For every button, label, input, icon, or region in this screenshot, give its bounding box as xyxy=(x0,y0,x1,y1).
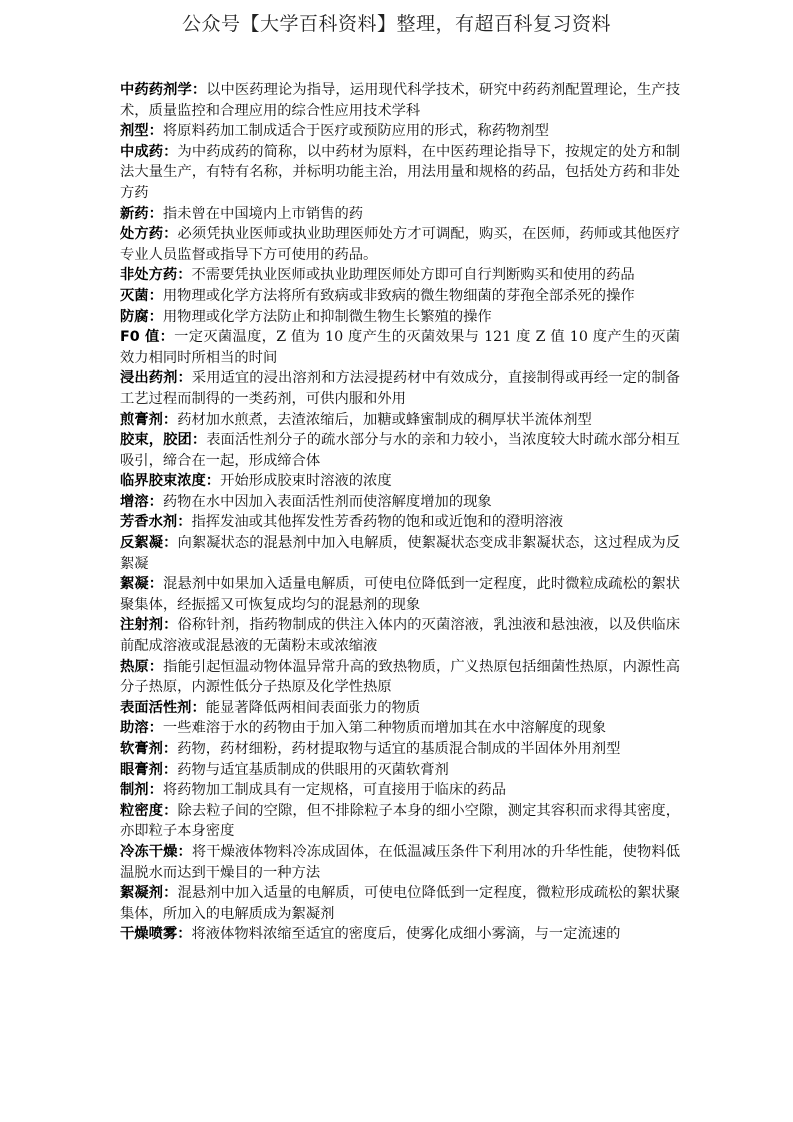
term-colon: ： xyxy=(163,617,178,634)
entry-term: 非处方药 xyxy=(120,267,178,284)
entry-definition: 用物理或化学方法将所有致病或非致病的微生物细菌的芽孢全部杀死的操作 xyxy=(162,287,635,304)
term-colon: ： xyxy=(148,493,163,510)
entry-definition: 不需要凭执业医师或执业助理医师处方即可自行判断购买和使用的药品 xyxy=(191,267,635,284)
term-colon: ： xyxy=(148,123,163,140)
entry-definition: 将干燥液体物料冷冻成固体，在低温减压条件下利用冰的升华性能，使物料低温脱水而达到干燥目的一种方法 xyxy=(120,843,681,881)
entry-term: 反絮凝 xyxy=(120,535,164,552)
entry-definition: 表面活性剂分子的疏水部分与水的亲和力较小，当浓度较大时疏水部分相互吸引，缔合在一起，形成缔合体 xyxy=(120,432,681,469)
term-colon: ： xyxy=(162,741,178,757)
entry-definition: 混悬剂中如果加入适量电解质，可使电位降低到一定程度，此时微粒成疏松的絮状聚集体，经振摇又可恢复成均匀的混悬剂的现象 xyxy=(120,576,681,613)
term-colon: ： xyxy=(148,308,163,325)
term-colon: ： xyxy=(177,370,192,387)
entry-definition: 药物在水中因加入表面活性剂而使溶解度增加的现象 xyxy=(162,493,492,510)
glossary-entry xyxy=(120,430,680,471)
glossary-entry xyxy=(120,760,680,781)
term-colon: ： xyxy=(148,720,163,737)
entry-definition: 指能引起恒温动物体温异常升高的致热物质，广义热原包括细菌性热原，内源性高分子热原，内源性低分子热原及化学性热原 xyxy=(120,658,681,696)
entry-definition: 将液体物料浓缩至适宜的密度后，使雾化成细小雾滴，与一定流速的 xyxy=(191,926,621,943)
glossary-entry xyxy=(120,739,680,760)
entry-definition: 除去粒子间的空隙，但不排除粒子本身的细小空隙，测定其容积而求得其密度，亦即粒子本身密度 xyxy=(120,802,681,840)
glossary-entry xyxy=(120,492,680,513)
entry-definition: 能显著降低两相间表面张力的物质 xyxy=(205,699,421,716)
entry-term: 新药 xyxy=(120,205,149,222)
term-colon: ： xyxy=(159,329,175,346)
entry-definition: 药物与适宜基质制成的供眼用的灭菌软膏剂 xyxy=(177,761,449,778)
entry-term: 制剂 xyxy=(120,782,149,799)
glossary-entry xyxy=(120,718,680,739)
entry-definition: 用物理或化学方法防止和抑制微生物生长繁殖的操作 xyxy=(162,308,492,325)
term-colon: ： xyxy=(148,205,163,222)
entry-term: 胶束，胶团 xyxy=(120,432,192,449)
entry-term: 浸出药剂 xyxy=(120,370,178,387)
glossary-entry xyxy=(120,327,680,368)
entry-definition: 一定灭菌温度，Z 值为 10 度产生的灭菌效果与 121 度 Z 值 10 度产生的灭菌效力相同时所相当的时间 xyxy=(120,329,680,366)
term-colon: ： xyxy=(148,658,164,675)
entry-definition: 开始形成胶束时溶液的浓度 xyxy=(220,473,392,490)
glossary-entry xyxy=(120,574,680,615)
term-colon: ： xyxy=(177,267,192,284)
glossary-entry xyxy=(120,924,680,945)
entry-definition: 将原料药加工制成适合于医疗或预防应用的形式，称药物剂型 xyxy=(162,123,549,140)
entry-definition: 必须凭执业医师或执业助理医师处方才可调配，购买，在医师，药师或其他医疗专业人员监督或指导下方可使用的药品。 xyxy=(120,226,681,263)
term-colon: ： xyxy=(162,761,178,778)
glossary-entry xyxy=(120,657,680,698)
entry-term: 中药药剂学 xyxy=(120,82,192,98)
glossary-entry xyxy=(120,286,680,307)
entry-term: 增溶 xyxy=(120,493,149,510)
entry-definition: 药材加水煎煮，去渣浓缩后，加糖或蜂蜜制成的稠厚状半流体剂型 xyxy=(177,411,592,428)
entry-term: 中成药 xyxy=(120,143,164,160)
term-colon: ： xyxy=(177,514,192,531)
glossary-entry xyxy=(120,142,680,204)
entry-definition: 混悬剂中加入适量的电解质，可使电位降低到一定程度，微粒形成疏松的絮状聚集体，所加入的电解质成为絮凝剂 xyxy=(120,885,681,922)
glossary-entry xyxy=(120,512,680,533)
entry-term: 冷冻干燥 xyxy=(120,843,178,860)
term-colon: ： xyxy=(162,411,178,428)
glossary-entry xyxy=(120,80,680,121)
entry-term: 芳香水剂 xyxy=(120,514,178,531)
entry-term: 临界胶束浓度 xyxy=(120,473,206,490)
entry-term: 剂型 xyxy=(120,123,149,140)
entry-term: 处方药 xyxy=(120,226,164,243)
glossary-entry xyxy=(120,471,680,492)
entry-term: 粒密度 xyxy=(120,802,164,819)
entry-definition: 俗称针剂，指药物制成的供注入体内的灭菌溶液，乳浊液和悬浊液，以及供临床前配成溶液或混悬液的无菌粉末或浓缩液 xyxy=(120,617,681,655)
entry-term: 注射剂 xyxy=(120,617,164,634)
term-colon: ： xyxy=(191,82,207,98)
glossary-entry xyxy=(120,801,680,842)
entry-definition: 药物，药材细粉，药材提取物与适宜的基质混合制成的半固体外用剂型 xyxy=(177,741,621,757)
glossary-entry xyxy=(120,307,680,328)
entry-definition: 将药物加工制成具有一定规格，可直接用于临床的药品 xyxy=(162,782,507,799)
glossary-entry xyxy=(120,883,680,924)
entry-definition: 为中药成药的简称，以中药材为原料，在中医药理论指导下，按规定的处方和制法大量生产，有特有名称，并标明功能主治，用法用量和规格的药品，包括处方药和非处方药 xyxy=(120,143,681,201)
glossary-entry xyxy=(120,265,680,286)
term-colon: ： xyxy=(177,843,192,860)
glossary-list xyxy=(120,80,680,945)
entry-definition: 一些难溶于水的药物由于加入第二种物质而增加其在水中溶解度的现象 xyxy=(162,720,607,737)
entry-term: 灭菌 xyxy=(120,287,149,304)
entry-definition: 指未曾在中国境内上市销售的药 xyxy=(162,205,364,222)
entry-term: 干燥喷雾 xyxy=(120,926,178,943)
entry-term: 眼膏剂 xyxy=(120,761,163,778)
glossary-entry xyxy=(120,698,680,719)
entry-term: 热原 xyxy=(120,658,149,675)
term-colon: ： xyxy=(163,885,178,902)
entry-term: 表面活性剂 xyxy=(120,699,192,716)
glossary-entry xyxy=(120,615,680,656)
term-colon: ： xyxy=(163,535,178,552)
entry-term: 助溶 xyxy=(120,720,149,737)
entry-term: 煎膏剂 xyxy=(120,411,163,428)
glossary-entry xyxy=(120,224,680,265)
term-colon: ： xyxy=(191,699,206,716)
term-colon: ： xyxy=(148,782,163,799)
entry-term: 防腐 xyxy=(120,308,149,325)
entry-term: 软膏剂 xyxy=(120,741,163,757)
entry-term: F0 值 xyxy=(120,329,160,346)
entry-definition: 指挥发油或其他挥发性芳香药物的饱和或近饱和的澄明溶液 xyxy=(191,514,564,531)
glossary-entry xyxy=(120,533,680,574)
entry-term: 絮凝剂 xyxy=(120,885,164,902)
entry-definition: 以中医药理论为指导，运用现代科学技术，研究中药药剂配置理论，生产技术，质量监控和合理应用的综合性应用技术学科 xyxy=(120,82,681,119)
term-colon: ： xyxy=(205,473,221,490)
glossary-entry xyxy=(120,121,680,142)
term-colon: ： xyxy=(148,576,164,593)
entry-term: 絮凝 xyxy=(120,576,149,593)
term-colon: ： xyxy=(163,143,178,160)
glossary-entry xyxy=(120,204,680,225)
term-colon: ： xyxy=(191,432,207,449)
glossary-entry xyxy=(120,368,680,409)
glossary-entry xyxy=(120,780,680,801)
term-colon: ： xyxy=(177,926,192,943)
entry-definition: 采用适宜的浸出溶剂和方法浸提药材中有效成分，直接制得或再经一定的制备工艺过程而制得的一类药剂，可供内服和外用 xyxy=(120,370,681,407)
entry-definition: 向絮凝状态的混悬剂中加入电解质，使絮凝状态变成非絮凝状态，这过程成为反絮凝 xyxy=(120,535,681,572)
glossary-entry xyxy=(120,410,680,431)
term-colon: ： xyxy=(148,287,163,304)
glossary-entry xyxy=(120,842,680,883)
page-header: 公众号【大学百科资料】整理，有超百科复习资料 xyxy=(181,13,611,35)
term-colon: ： xyxy=(163,802,178,819)
term-colon: ： xyxy=(163,226,178,243)
